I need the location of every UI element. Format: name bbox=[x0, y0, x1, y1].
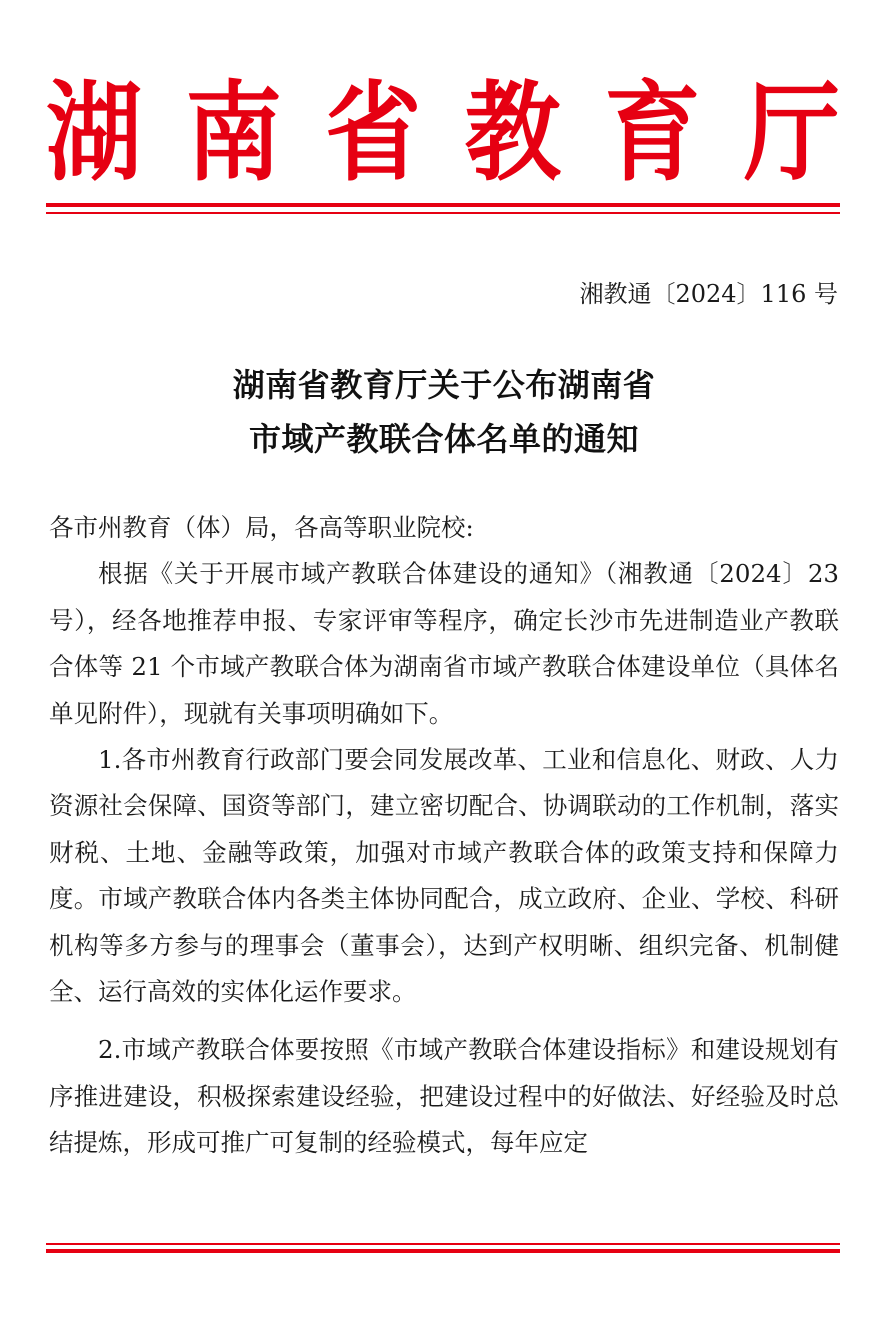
masthead-rule-thin bbox=[46, 212, 840, 214]
masthead-char: 南 bbox=[185, 69, 282, 196]
title-line-2: 市域产教联合体名单的通知 bbox=[248, 420, 639, 458]
masthead-char: 湖 bbox=[46, 69, 142, 196]
masthead-char: 育 bbox=[604, 69, 701, 196]
masthead-char: 厅 bbox=[743, 69, 840, 196]
masthead-char: 教 bbox=[464, 69, 561, 196]
salutation: 各市州教育（体）局，各高等职业院校: bbox=[49, 513, 474, 542]
paragraph: 2.市域产教联合体要按照《市域产教联合体建设指标》和建设规划有序推进建设，积极探索建设经验，把建设过程中的好做法、好经验及时总结提炼，形成可推广可复制的经验模式，每年应定 bbox=[49, 1035, 839, 1158]
masthead-rule-thick bbox=[46, 203, 840, 207]
document-body bbox=[49, 505, 839, 1167]
title-line-1: 湖南省教育厅关于公布湖南省 bbox=[232, 366, 656, 404]
masthead-char: 省 bbox=[325, 69, 422, 196]
paragraph: 根据《关于开展市域产教联合体建设的通知》（湘教通〔2024〕23 号），经各地推荐申报、专家评审等程序，确定长沙市先进制造业产教联合体等 21 个市域产教联合体为湖南省市域产教联合体建设单位（具体名单见附件），现就有关事项明确如下。 bbox=[49, 559, 839, 728]
footer-rule-thin bbox=[46, 1243, 840, 1245]
masthead-title bbox=[46, 58, 840, 208]
footer-rule-thick bbox=[46, 1249, 840, 1253]
document-number: 湘教通〔2024〕116 号 bbox=[579, 280, 838, 308]
paragraph: 1.各市州教育行政部门要会同发展改革、工业和信息化、财政、人力资源社会保障、国资等部门，建立密切配合、协调联动的工作机制，落实财税、土地、金融等政策，加强对市域产教联合体的政策支持和保障力度。市域产教联合体内各类主体协同配合，成立政府、企业、学校、科研机构等多方参与的理事会（董事会），达到产权明晰、组织完备、机制健全、运行高效的实体化运作要求。 bbox=[49, 745, 839, 1007]
